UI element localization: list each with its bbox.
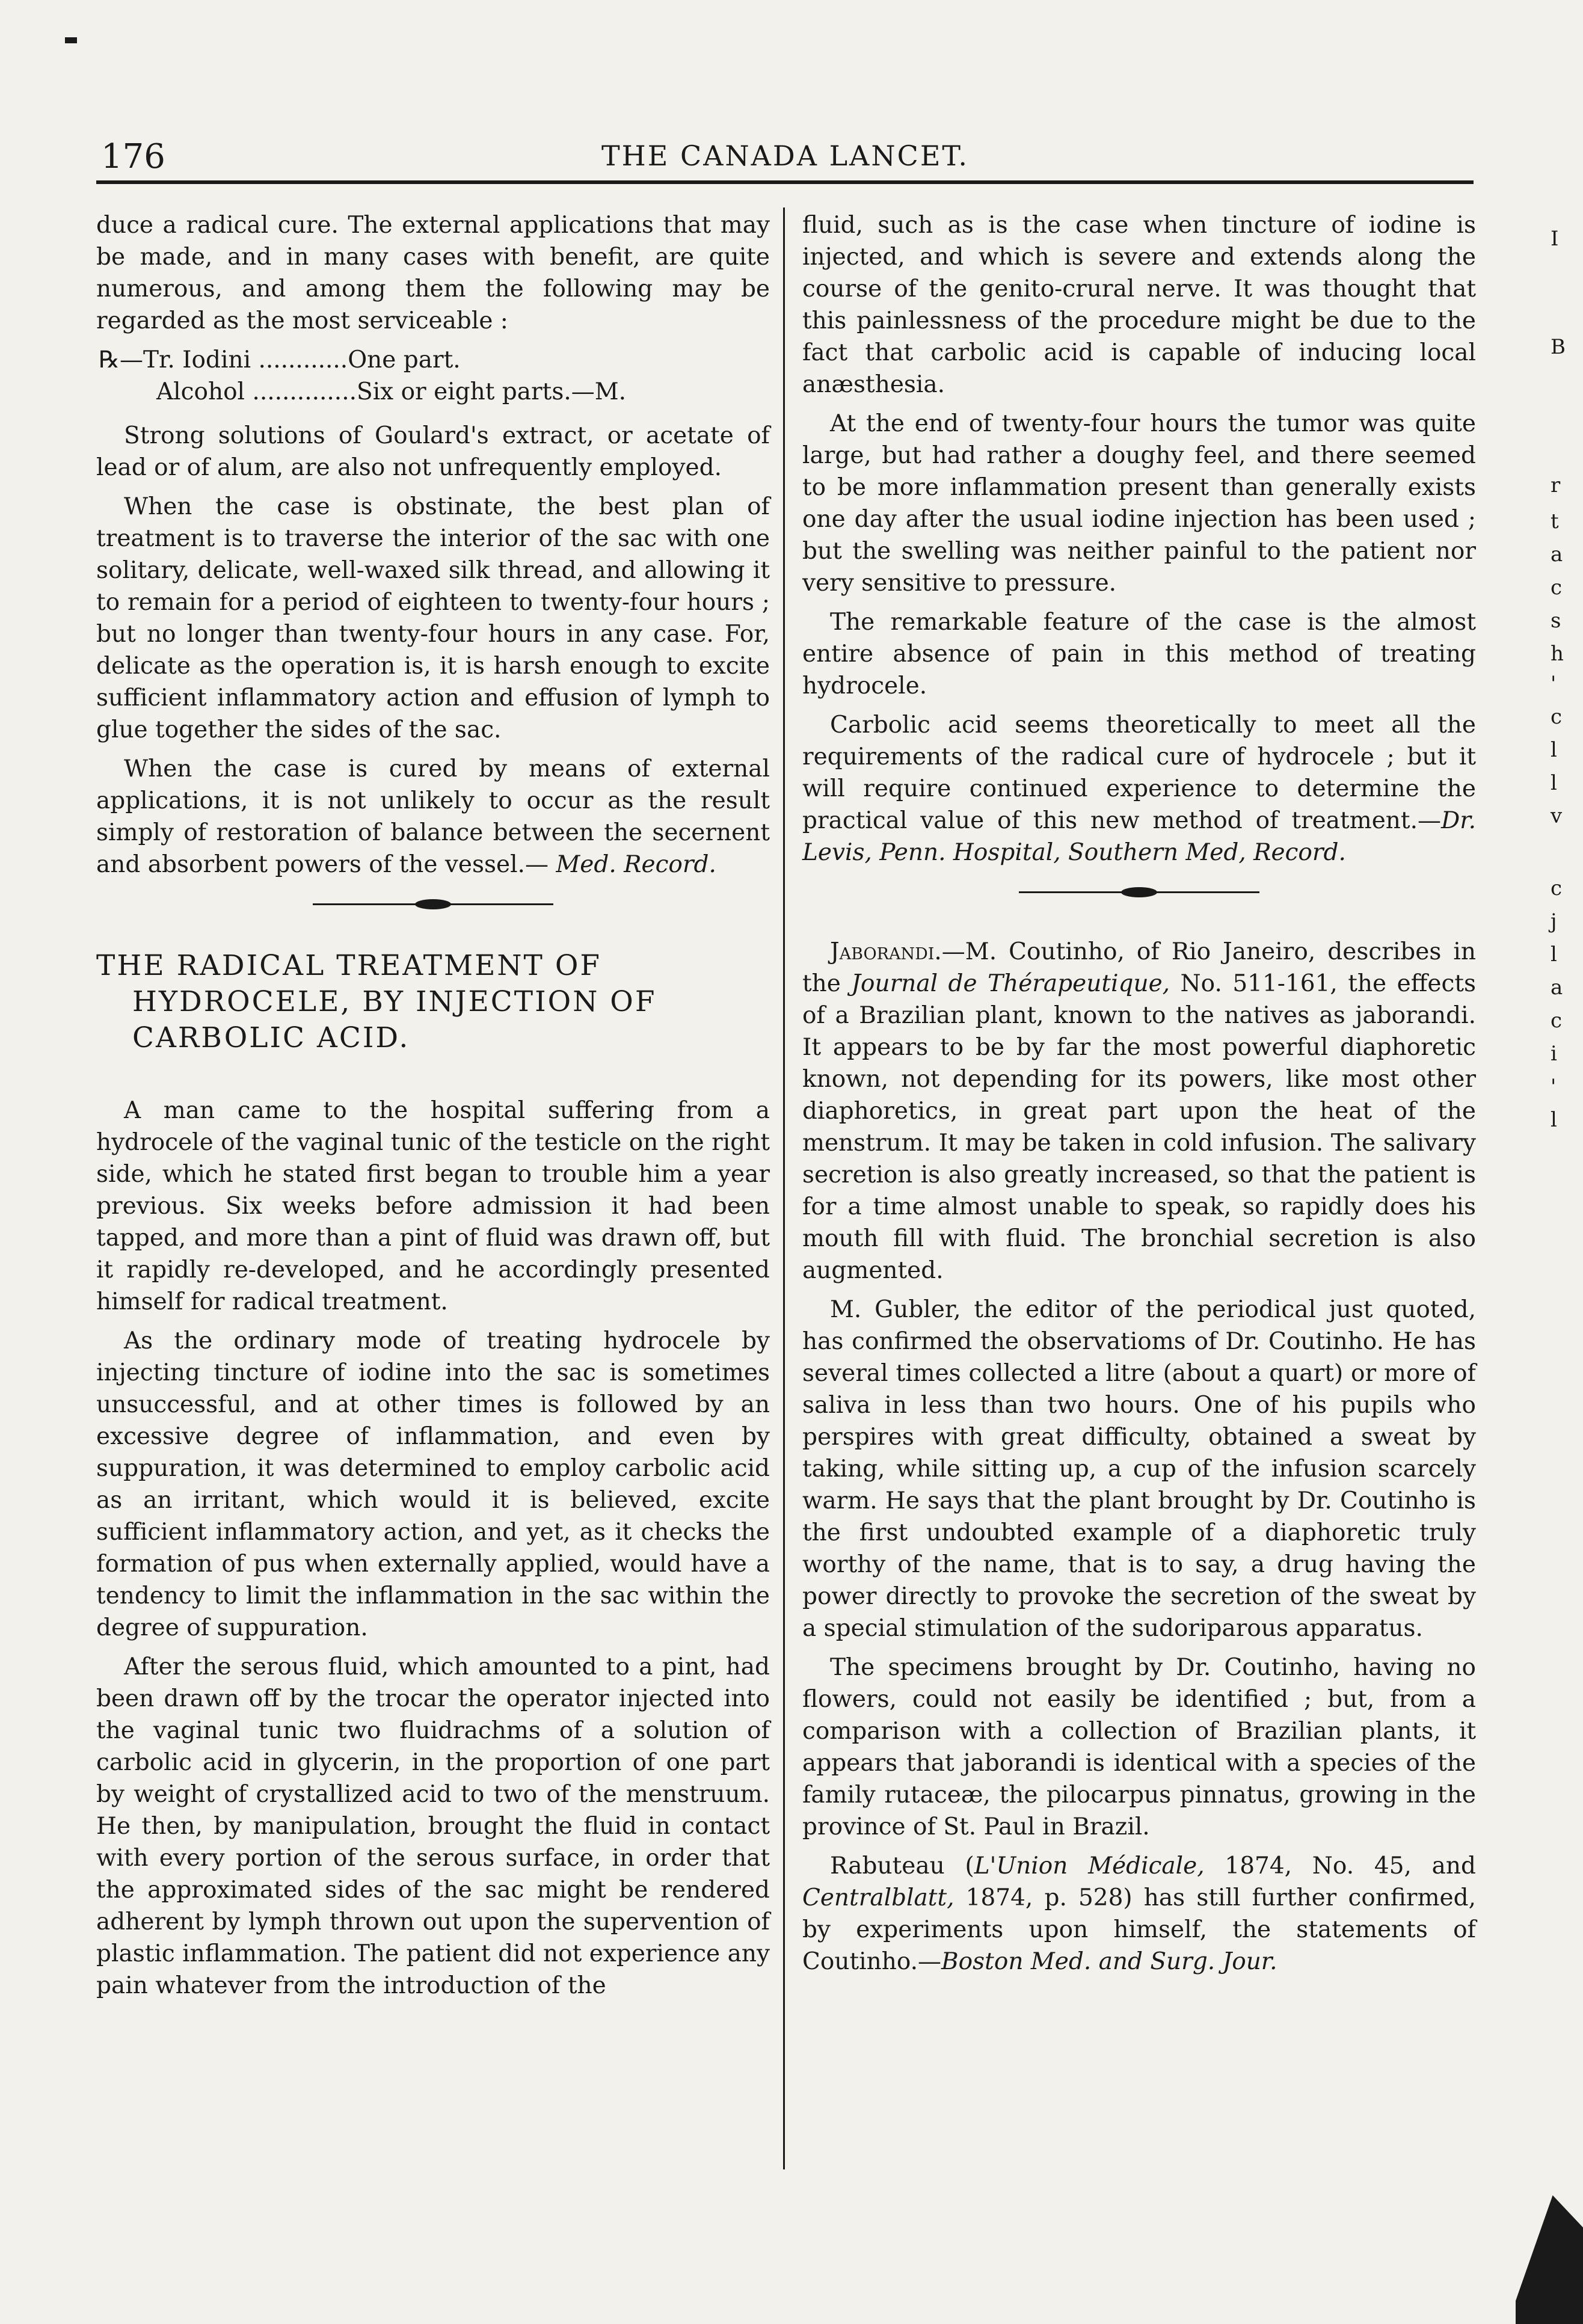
paragraph [96, 753, 770, 881]
section-separator [96, 891, 770, 915]
facing-page-letter: l [1551, 738, 1557, 762]
facing-page-letter: c [1551, 576, 1563, 600]
paragraph: Strong solutions of Goulard's extract, or acetate of lead or of alum, are also not unfrequently employed. [96, 422, 770, 481]
right-column [802, 209, 1476, 1985]
source-citation: Med. Record. [556, 851, 716, 878]
page-corner-shadow [1516, 2195, 1583, 2324]
paragraph: When the case is obstinate, the best plan of treatment is to traverse the interior of the sac with one solitary, delicate, well-waxed silk thread, and allowing it to remain for a period of eighteen to twenty-four hours ; but no longer than twenty-four hours in any case. For, delicate as the operation is, it is harsh enough to excite sufficient inflammatory action and effusion of lymph to glue together the sides of the sac. [96, 493, 770, 743]
paragraph-text: Carbolic acid seems theoretically to meet all the requirements of the radical cure of hydrocele ; but it will require continued experience to determine the practical value of this new method of treatment.— [802, 712, 1476, 834]
facing-page-letter: r [1551, 473, 1561, 497]
facing-page-letter: ' [1551, 1075, 1557, 1099]
facing-page-letter: l [1551, 771, 1557, 795]
facing-page-letter: l [1551, 942, 1557, 967]
facing-page-letter: c [1551, 1009, 1563, 1033]
paragraph-text: When the case is cured by means of external applications, it is not unlikely to occur as the result simply of restoration of balance between the secernent and absorbent powers of the vessel.— [96, 755, 770, 878]
paragraph: The remarkable feature of the case is the almost entire absence of pain in this method of treating hydrocele. [802, 609, 1476, 699]
paragraph [802, 936, 1476, 1286]
source-citation: Dr. Levis, Penn. Hospital, Southern Med, Record. [802, 807, 1476, 866]
journal-title: Centralblatt, [802, 1884, 954, 1911]
header-rule [96, 180, 1474, 184]
facing-page-letter: a [1551, 543, 1563, 567]
paragraph: A man came to the hospital suffering from a hydrocele of the vaginal tunic of the testicle on the right side, which he stated first began to trouble him a year previous. Six weeks before admission it had been tapped, and more than a pint of fluid was drawn off, but it rapidly re-developed, and he accordingly presented himself for radical treatment. [96, 1097, 770, 1315]
paragraph: At the end of twenty-four hours the tumor was quite large, but had rather a doughy feel, and there seemed to be more inflammation present than generally exists one day after the usual iodine injection has been used ; but the swelling was neither painful to the patient nor very sensitive to pressure. [802, 410, 1476, 597]
paragraph-text: No. 511-161, the effects of a Brazilian plant, known to the natives as jaborandi. It appears to be by far the most powerful diaphoretic known, not depending for its powers, like most other diaphoretics, in great part upon the heat of the menstrum. It may be taken in cold infusion. The salivary secretion is also greatly increased, so that the patient is for a time almost unable to speak, so rapidly does his mouth fill with fluid. The bronchial secretion is also augmented. [802, 970, 1477, 1284]
paragraph [802, 709, 1476, 868]
item-lead: Jaborandi. [830, 938, 942, 965]
paragraph: As the ordinary mode of treating hydrocele by injecting tincture of iodine into the sac is sometimes unsuccessful, and at other times is followed by an excessive degree of inflammation, and even by suppuration, it was determined to employ carbolic acid as an irritant, which would it is believed, excite sufficient inflammatory action, and yet, as it checks the formation of pus when externally applied, would have a tendency to limit the inflammation in the sac within the degree of suppuration. [96, 1327, 770, 1641]
paragraph-text: —M. Coutinho, of Rio Janeiro, describes in the [802, 938, 1476, 997]
journal-title: L'Union Médicale, [974, 1852, 1205, 1880]
section-separator [802, 879, 1476, 903]
facing-page-letter: s [1551, 609, 1561, 633]
ink-mark [65, 37, 77, 43]
paragraph: fluid, such as is the case when tincture of iodine is injected, and which is severe and extends along the course of the genito-crural nerve. It was thought that this painlessness of the procedure might be due to the fact that carbolic acid is capable of inducing local anæsthesia. [802, 212, 1476, 398]
paragraph-text: Rabuteau ( [830, 1852, 974, 1880]
paragraph: duce a radical cure. The external applications that may be made, and in many cases with benefit, are quite numerous, and among them the following may be regarded as the most serviceable : [96, 212, 770, 334]
facing-page-letter: ' [1551, 672, 1557, 696]
facing-page-letter: l [1551, 1108, 1557, 1132]
running-head: THE CANADA LANCET. [601, 140, 969, 172]
paragraph [802, 1850, 1476, 1978]
column-divider [783, 208, 785, 2169]
facing-page-letter: h [1551, 642, 1564, 666]
paragraph: After the serous fluid, which amounted to a pint, had been drawn off by the trocar the operator injected into the vaginal tunic two fluidrachms of a solution of carbolic acid in glycerin, in the proportion of one part by weight of crystallized acid to two of the menstruum. He then, by manipulation, brought the fluid in contact with every portion of the serous surface, in order that the approximated sides of the sac might be rendered adherent by lymph thrown out upon the supervention of plastic inflammation. The patient did not experience any pain whatever from the introduction of the [96, 1653, 770, 1999]
paragraph-text: 1874, p. 528) has still further confirmed, by experiments upon himself, the statements of Coutinho.— [802, 1884, 1476, 1975]
paragraph: The specimens brought by Dr. Coutinho, having no flowers, could not easily be identified ; but, from a comparison with a collection of Brazilian plants, it appears that jaborandi is identical with a species of the family rutaceæ, the pilocarpus pinnatus, growing in the province of St. Paul in Brazil. [802, 1654, 1476, 1840]
facing-page-letter: B [1551, 335, 1566, 359]
prescription-line: Alcohol ..............Six or eight parts.—M. [156, 378, 627, 405]
facing-page-letter: c [1551, 705, 1563, 729]
facing-page-letter: t [1551, 509, 1559, 533]
left-column [96, 209, 770, 2009]
journal-title: Journal de Thérapeutique, [851, 970, 1170, 997]
facing-page-letter: i [1551, 1042, 1557, 1066]
prescription-line: ℞—Tr. Iodini ............One part. [99, 346, 461, 374]
paragraph-text: 1874, No. 45, and [1204, 1852, 1476, 1880]
facing-page-letter: v [1551, 804, 1563, 828]
facing-page-letter: a [1551, 976, 1563, 1000]
paragraph: M. Gubler, the editor of the periodical just quoted, has confirmed the observatioms of Dr. Coutinho. He has several times collected a litre (about a quart) or more of saliva in less than two hours. One of his pupils who perspires with great difficulty, obtained a sweat by taking, while sitting up, a cup of the infusion scarcely warm. He says that the plant brought by Dr. Coutinho is the first undoubted example of a diaphoretic truly worthy of the name, that is to say, a drug having the power directly to provoke the secretion of the sweat by a special stimulation of the sudoriparous apparatus. [802, 1296, 1476, 1642]
article-heading: THE RADICAL TREATMENT OF HYDROCELE, BY INJECTION OF CARBOLIC ACID. [96, 949, 657, 1054]
page-number: 176 [101, 137, 165, 176]
prescription [99, 344, 770, 408]
facing-page-letter: I [1551, 227, 1559, 251]
facing-page-letter: j [1551, 909, 1557, 933]
facing-page-letter: c [1551, 876, 1563, 900]
source-citation: Boston Med. and Surg. Jour. [941, 1948, 1277, 1975]
